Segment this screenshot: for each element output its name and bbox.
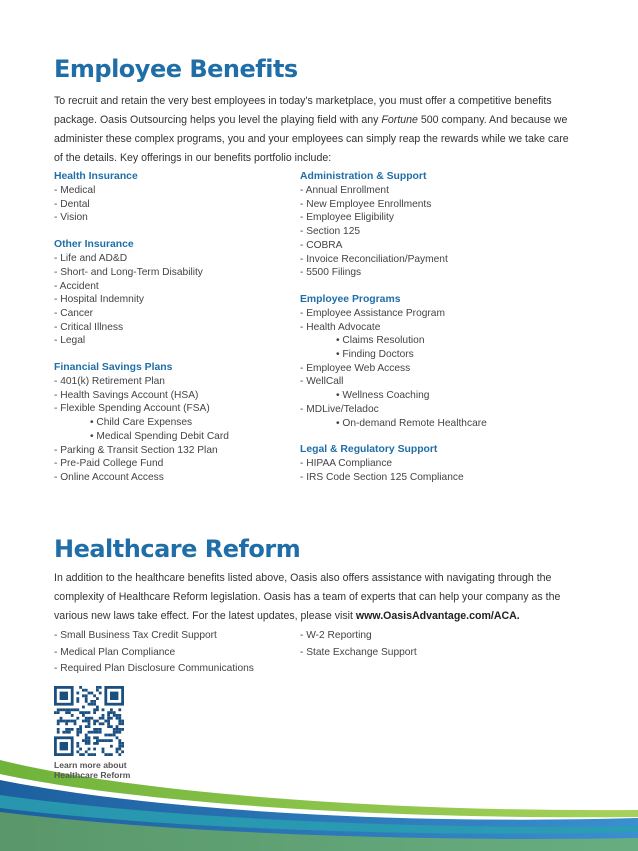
benefit-section (300, 170, 550, 280)
list-item: - New Employee Enrollments (300, 198, 432, 210)
section-heading: Employee Programs (300, 293, 401, 305)
list-item: - Short- and Long-Term Disability (54, 266, 203, 278)
qr-caption-line2: Healthcare Reform (54, 770, 131, 780)
list-item: - Health Savings Account (HSA) (54, 389, 199, 401)
section-heading: Other Insurance (54, 239, 134, 251)
section-heading: Financial Savings Plans (54, 362, 173, 374)
reform-list-item: - Required Plan Disclosure Communications (54, 663, 254, 674)
list-item: - Online Account Access (54, 471, 164, 483)
sub-list-item: • Wellness Coaching (336, 390, 430, 402)
qr-caption-line1: Learn more about (54, 760, 127, 770)
benefit-section (300, 443, 550, 484)
benefits-right-column (300, 170, 550, 498)
reform-list-item: - W-2 Reporting (300, 630, 372, 641)
list-item: - COBRA (300, 239, 343, 251)
sub-list-item: • Claims Resolution (336, 335, 425, 347)
list-item: - Employee Assistance Program (300, 307, 445, 319)
list-item: - Hospital Indemnity (54, 294, 145, 306)
qr-code[interactable] (54, 686, 124, 756)
sub-list-item: • Medical Spending Debit Card (90, 430, 229, 442)
list-item: - HIPAA Compliance (300, 458, 393, 470)
section-heading: Legal & Regulatory Support (300, 444, 438, 456)
list-item: - Section 125 (300, 226, 361, 238)
list-item: - Invoice Reconciliation/Payment (300, 253, 448, 265)
benefits-intro-part1: To recruit and retain the very best employees in today's marketplace, you must offer a competitive benefits package. Oasis Outsourcing helps you level the playing field with any (54, 95, 552, 126)
reform-list-item: - State Exchange Support (300, 646, 417, 658)
benefits-left-column (54, 170, 304, 498)
list-item: - 401(k) Retirement Plan (54, 376, 165, 388)
list-item: - Critical Illness (54, 321, 124, 333)
section-heading: Administration & Support (300, 171, 427, 182)
list-item: - Dental (54, 198, 90, 210)
reform-list-item: - Small Business Tax Credit Support (54, 630, 217, 641)
qr-caption (54, 760, 144, 780)
benefits-intro-part2: 500 company. And because we administer these complex programs, you and your employees can simply reap the rewards while we take care of the details. Key offerings in our benefits portfolio include: (54, 114, 569, 164)
sub-list-item: • Child Care Expenses (90, 417, 193, 429)
list-item: - WellCall (300, 376, 344, 388)
list-item: - 5500 Filings (300, 267, 362, 279)
benefit-section (54, 170, 304, 225)
sub-list-item: • On-demand Remote Healthcare (336, 417, 487, 429)
reform-left-list (54, 628, 294, 678)
reform-right-list (300, 628, 540, 661)
employee-benefits-title: Employee Benefits (54, 55, 298, 83)
benefit-section (54, 361, 304, 485)
reform-list-item: - Medical Plan Compliance (54, 646, 176, 658)
section-heading: Health Insurance (54, 171, 138, 182)
list-item: - Employee Web Access (300, 362, 411, 374)
reform-intro-text: In addition to the healthcare benefits listed above, Oasis also offers assistance with navigating through the complexity of Healthcare Reform legislation. Oasis has a team of experts that can help your company as the various new laws take effect. For the latest updates, please visit (54, 572, 561, 622)
benefits-intro-emphasis: Fortune (381, 114, 418, 126)
list-item: - Flexible Spending Account (FSA) (54, 403, 210, 415)
list-item: - Legal (54, 335, 86, 347)
benefits-intro (54, 92, 574, 168)
list-item: - Medical (54, 185, 96, 196)
healthcare-reform-title: Healthcare Reform (54, 535, 301, 563)
list-item: - IRS Code Section 125 Compliance (300, 471, 464, 483)
list-item: - Health Advocate (300, 321, 381, 333)
list-item: - Pre-Paid College Fund (54, 458, 164, 470)
benefit-section (300, 293, 550, 430)
reform-intro (54, 569, 574, 626)
list-item: - Annual Enrollment (300, 185, 389, 196)
list-item: - Parking & Transit Section 132 Plan (54, 444, 218, 456)
benefit-section (54, 238, 304, 348)
list-item: - Cancer (54, 307, 94, 319)
reform-url-link[interactable]: www.OasisAdvantage.com/ACA. (355, 610, 520, 622)
list-item: - Employee Eligibility (300, 212, 394, 224)
list-item: - MDLive/Teladoc (300, 403, 379, 415)
list-item: - Accident (54, 280, 99, 292)
list-item: - Life and AD&D (54, 253, 128, 265)
sub-list-item: • Finding Doctors (336, 349, 414, 361)
list-item: - Vision (54, 212, 88, 224)
